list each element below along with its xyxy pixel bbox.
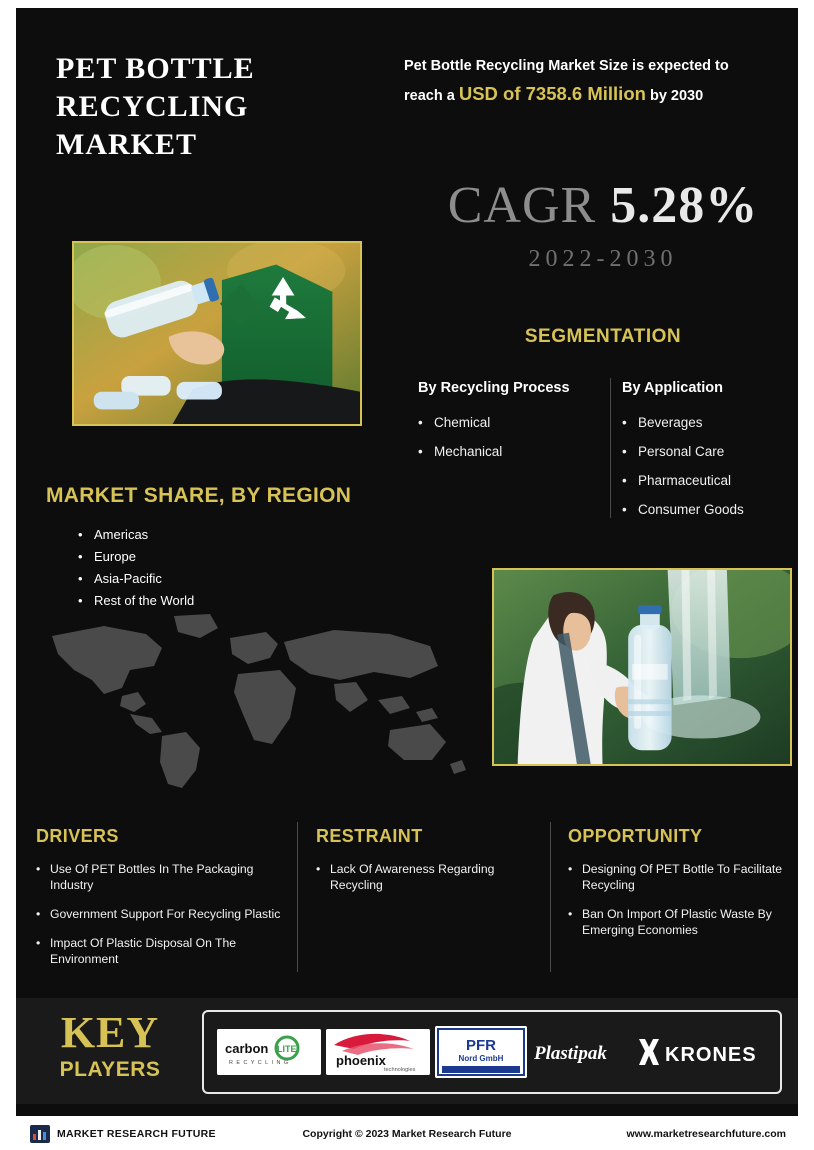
headline-amount: USD of 7358.6 Million [458,83,646,104]
list-item: • Lack Of Awareness Regarding Recycling [316,861,538,893]
key-players-line1: KEY [60,1008,160,1057]
list-item: • Impact Of Plastic Disposal On The Environment [36,935,288,967]
segment-heading: By Application [622,380,723,396]
water-bottle-photo-illustration [494,570,790,764]
pfr-nord-gmbh-logo [435,1026,527,1078]
segment-group-recycling-process [418,380,608,466]
plastipak-logo [532,1035,630,1069]
key-players-line2: PLAYERS [59,1058,161,1081]
list-item: • Americas [76,524,194,546]
cagr-value: 5.28% [610,177,759,234]
opportunity-heading: OPPORTUNITY [568,826,703,846]
carbonlite-recycling-logo [217,1029,321,1075]
cagr-block [408,176,798,236]
infographic-canvas [16,8,798,1116]
plastipak-logo-mark [532,1035,630,1069]
krones-logo [635,1035,767,1069]
pfr-sub-text: Nord GmbH [458,1054,504,1063]
analysis-divider-1 [297,822,298,972]
carbonlite-logo-mark [217,1029,321,1075]
segment-list [622,408,798,524]
restraint-section [316,826,538,906]
region-list [76,524,194,612]
cagr-years: 2022-2030 [528,246,678,272]
carbonlite-accent-text: LITE [276,1044,297,1054]
list-item: • Chemical [418,408,608,437]
headline-reach: reach a [404,88,455,104]
opportunity-list [568,861,798,938]
restraint-heading: RESTRAINT [316,826,423,846]
market-share-title: MARKET SHARE, BY REGION [46,484,352,507]
footer-website: www.marketresearchfuture.com [626,1128,786,1140]
segment-group-application [622,380,798,524]
list-item: • Personal Care [622,437,798,466]
pfr-logo-mark [435,1026,527,1078]
headline-suffix: by 2030 [649,88,704,104]
list-item: • Asia-Pacific [76,568,194,590]
page-title: PET BOTTLE RECYCLING MARKET [56,52,255,161]
pfr-main-text: PFR [465,1037,496,1054]
krones-text: KRONES [665,1044,757,1066]
water-bottle-photo [492,568,792,766]
opportunity-section [568,826,798,951]
list-item: • Pharmaceutical [622,466,798,495]
list-item: • Rest of the World [76,590,194,612]
segment-heading: By Recycling Process [418,380,570,396]
list-item: • Designing Of PET Bottle To Facilitate Recycling [568,861,798,893]
list-item: • Government Support For Recycling Plastic [36,906,288,922]
drivers-list [36,861,288,967]
world-map [34,608,484,788]
segmentation-title: SEGMENTATION [524,326,682,347]
krones-logo-mark [635,1035,767,1069]
drivers-section [36,826,288,980]
cagr-label: CAGR [447,177,597,234]
carbonlite-sub-text: R E C Y C L I N G [228,1060,289,1066]
phoenix-sub-text: technologies [383,1067,416,1073]
segment-list [418,408,608,466]
footer-brand-text: MARKET RESEARCH FUTURE [57,1128,216,1140]
list-item: • Consumer Goods [622,495,798,524]
drivers-heading: DRIVERS [36,826,119,846]
footer-copyright: Copyright © 2023 Market Research Future [302,1128,512,1140]
recycling-photo [72,241,362,426]
restraint-list [316,861,538,893]
list-item: • Beverages [622,408,798,437]
recycling-photo-illustration [74,243,360,424]
headline-prefix: Pet Bottle Recycling Market Size is expected to [404,58,729,74]
list-item: • Ban On Import Of Plastic Waste By Emerging Economies [568,906,798,938]
headline-block [404,52,784,110]
world-map-illustration [34,608,484,788]
page-footer [0,1118,814,1150]
list-item: • Mechanical [418,437,608,466]
key-players-logo-row [202,1010,782,1094]
carbonlite-main-text: carbon [224,1041,268,1056]
list-item: • Use Of PET Bottles In The Packaging Industry [36,861,288,893]
plastipak-text: Plastipak [534,1043,607,1064]
phoenix-main-text: phoenix [335,1053,386,1068]
phoenix-technologies-logo [326,1029,430,1075]
analysis-divider-2 [550,822,551,972]
phoenix-logo-mark [326,1029,430,1075]
list-item: • Europe [76,546,194,568]
key-players-label [34,1008,186,1082]
segmentation-divider [610,378,611,518]
